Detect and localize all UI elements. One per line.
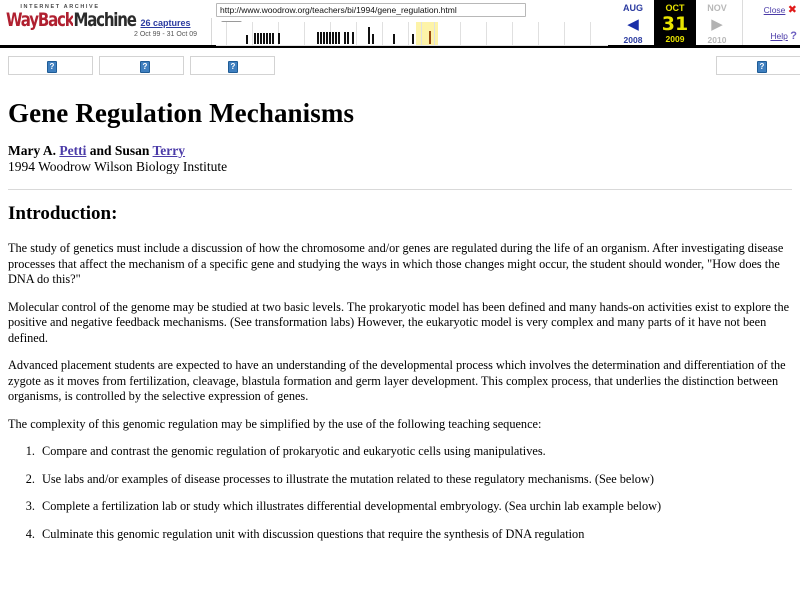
page-title: Gene Regulation Mechanisms: [8, 98, 355, 128]
author-link-terry[interactable]: Terry: [152, 143, 186, 158]
timeline-separator: [226, 22, 227, 45]
document-content: [0, 98, 800, 542]
timeline-separator: [564, 22, 565, 45]
timeline-capture-tick[interactable]: [320, 32, 322, 44]
divider-rule: [8, 189, 792, 191]
timeline-separator: [408, 22, 409, 45]
broken-image-placeholder[interactable]: [8, 56, 93, 75]
broken-image-icon: [47, 61, 57, 73]
timeline-separator: [382, 22, 383, 45]
wordmark-machine: Machine: [73, 8, 136, 32]
byline-text-mid: and Susan: [86, 143, 153, 158]
list-item: 1. Compare and contrast the genomic regulation of prokaryotic and eukaryotic cells using manipulatives.: [38, 444, 792, 460]
help-icon[interactable]: ?: [790, 30, 797, 42]
prev-year-label: 2008: [623, 35, 643, 45]
help-label[interactable]: Help: [770, 31, 788, 41]
broken-image-placeholder[interactable]: [716, 56, 800, 75]
timeline-separator: [252, 22, 253, 45]
wayback-machine-wordmark: [6, 8, 136, 32]
list-item: 4. Culminate this genomic regulation unit with discussion questions that require the synthesis of DNA regulation: [38, 527, 792, 543]
date-navigator: [612, 0, 740, 45]
timeline-capture-tick[interactable]: [254, 33, 256, 44]
timeline-capture-tick[interactable]: [272, 33, 274, 44]
affiliation: 1994 Woodrow Wilson Biology Institute: [8, 159, 228, 174]
archived-page: [0, 56, 800, 542]
timeline-capture-tick[interactable]: [352, 32, 354, 44]
broken-image-row: [0, 56, 800, 82]
close-icon[interactable]: ✖: [787, 4, 797, 16]
prev-month-label: AUG: [623, 3, 643, 13]
timeline-capture-tick[interactable]: [260, 33, 262, 44]
timeline-capture-tick[interactable]: [323, 32, 325, 44]
internet-archive-label: INTERNET ARCHIVE: [20, 4, 100, 10]
captures-count-link[interactable]: 26 captures: [140, 18, 191, 28]
timeline-capture-tick[interactable]: [368, 27, 370, 44]
timeline-capture-tick[interactable]: [338, 32, 340, 44]
broken-image-icon: [140, 61, 150, 73]
current-year-label: 2009: [665, 34, 685, 44]
timeline-capture-tick[interactable]: [257, 33, 259, 44]
paragraph: The complexity of this genomic regulation may be simplified by the use of the following teaching sequence:: [8, 416, 542, 431]
timeline-separator: [512, 22, 513, 45]
next-date-column[interactable]: [696, 0, 738, 45]
author-link-petti[interactable]: Petti: [59, 143, 87, 158]
timeline-capture-tick[interactable]: [372, 34, 374, 44]
broken-image-placeholder[interactable]: [190, 56, 275, 75]
paragraph: Molecular control of the genome may be studied at two basic levels. The prokaryotic model has been defined and many hands-on activities exist to explore the positive and negative feedback mechanisms. (See transformation labs) However, the eukaryotic model is very complex and many parts of it have not been defined.: [8, 299, 790, 345]
timeline-capture-tick[interactable]: [278, 33, 280, 44]
timeline-capture-tick[interactable]: [269, 33, 271, 44]
next-year-label: 2010: [707, 35, 727, 45]
timeline-separator: [538, 22, 539, 45]
timeline-capture-tick[interactable]: [429, 31, 431, 44]
next-arrow-icon[interactable]: ▶: [711, 16, 723, 33]
url-input[interactable]: [216, 3, 526, 17]
broken-image-icon: [757, 61, 767, 73]
timeline-capture-tick[interactable]: [317, 32, 319, 44]
timeline-capture-tick[interactable]: [347, 32, 349, 44]
timeline-capture-tick[interactable]: [246, 35, 248, 44]
prev-arrow-icon[interactable]: ◀: [627, 16, 639, 33]
timeline-capture-tick[interactable]: [326, 32, 328, 44]
timeline-capture-tick[interactable]: [266, 33, 268, 44]
captures-timeline[interactable]: [216, 22, 608, 46]
current-day-label: 31: [661, 13, 689, 35]
timeline-separator: [356, 22, 357, 45]
timeline-separator: [460, 22, 461, 45]
wordmark-wayback: WayBack: [6, 8, 74, 32]
timeline-separator: [590, 22, 591, 45]
timeline-capture-tick[interactable]: [332, 32, 334, 44]
timeline-separator: [486, 22, 487, 45]
timeline-capture-tick[interactable]: [335, 32, 337, 44]
captures-summary[interactable]: [120, 18, 212, 45]
paragraph: Advanced placement students are expected to have an understanding of the developmental process which involves the determination and differentiation of the zygote as it moves from fertilization, cleavage, blastula formation and germ layer development. This complex process, that underlies the distinction between organisms, is controlled by the selective expression of genes.: [8, 358, 786, 403]
section-heading-introduction: Introduction:: [8, 203, 118, 224]
wayback-toolbar: [0, 0, 800, 48]
wayback-machine-logo[interactable]: [6, 3, 136, 41]
timeline-separator: [434, 22, 435, 45]
timeline-capture-tick[interactable]: [344, 32, 346, 44]
url-bar-row: [216, 3, 556, 19]
timeline-separator: [421, 22, 422, 45]
help-button[interactable]: [770, 30, 797, 42]
toolbar-actions: [742, 0, 800, 45]
timeline-capture-tick[interactable]: [393, 34, 395, 44]
close-button[interactable]: [764, 3, 797, 16]
broken-image-placeholder[interactable]: [99, 56, 184, 75]
broken-image-icon: [228, 61, 238, 73]
current-date-column[interactable]: [654, 0, 696, 45]
captures-date-range: 2 Oct 99 - 31 Oct 09: [133, 31, 198, 38]
timeline-separator: [304, 22, 305, 45]
next-month-label: NOV: [707, 3, 727, 13]
timeline-capture-tick[interactable]: [263, 33, 265, 44]
list-item: 2. Use labs and/or examples of disease processes to illustrate the mutation related to these regulatory mechanisms. (See below): [38, 472, 792, 488]
byline-text-pre: Mary A.: [8, 143, 60, 158]
teaching-sequence-list: [8, 444, 792, 542]
timeline-capture-tick[interactable]: [412, 34, 414, 44]
close-label[interactable]: Close: [763, 5, 786, 15]
timeline-capture-tick[interactable]: [329, 32, 331, 44]
paragraph: The study of genetics must include a discussion of how the chromosome and/or genes are regulated during the life of an organism. After investigating disease processes that affect the mechanism of a specific gene and studying the ways in which those changes might occur, the student should wonder, "How does the DNA do this?": [8, 241, 784, 286]
byline: [8, 143, 792, 159]
current-month-label: OCT: [665, 3, 685, 13]
list-item: 3. Complete a fertilization lab or study which illustrates differential developmental embryology. (Sea urchin lab example below): [38, 499, 792, 515]
previous-date-column[interactable]: [612, 0, 654, 45]
